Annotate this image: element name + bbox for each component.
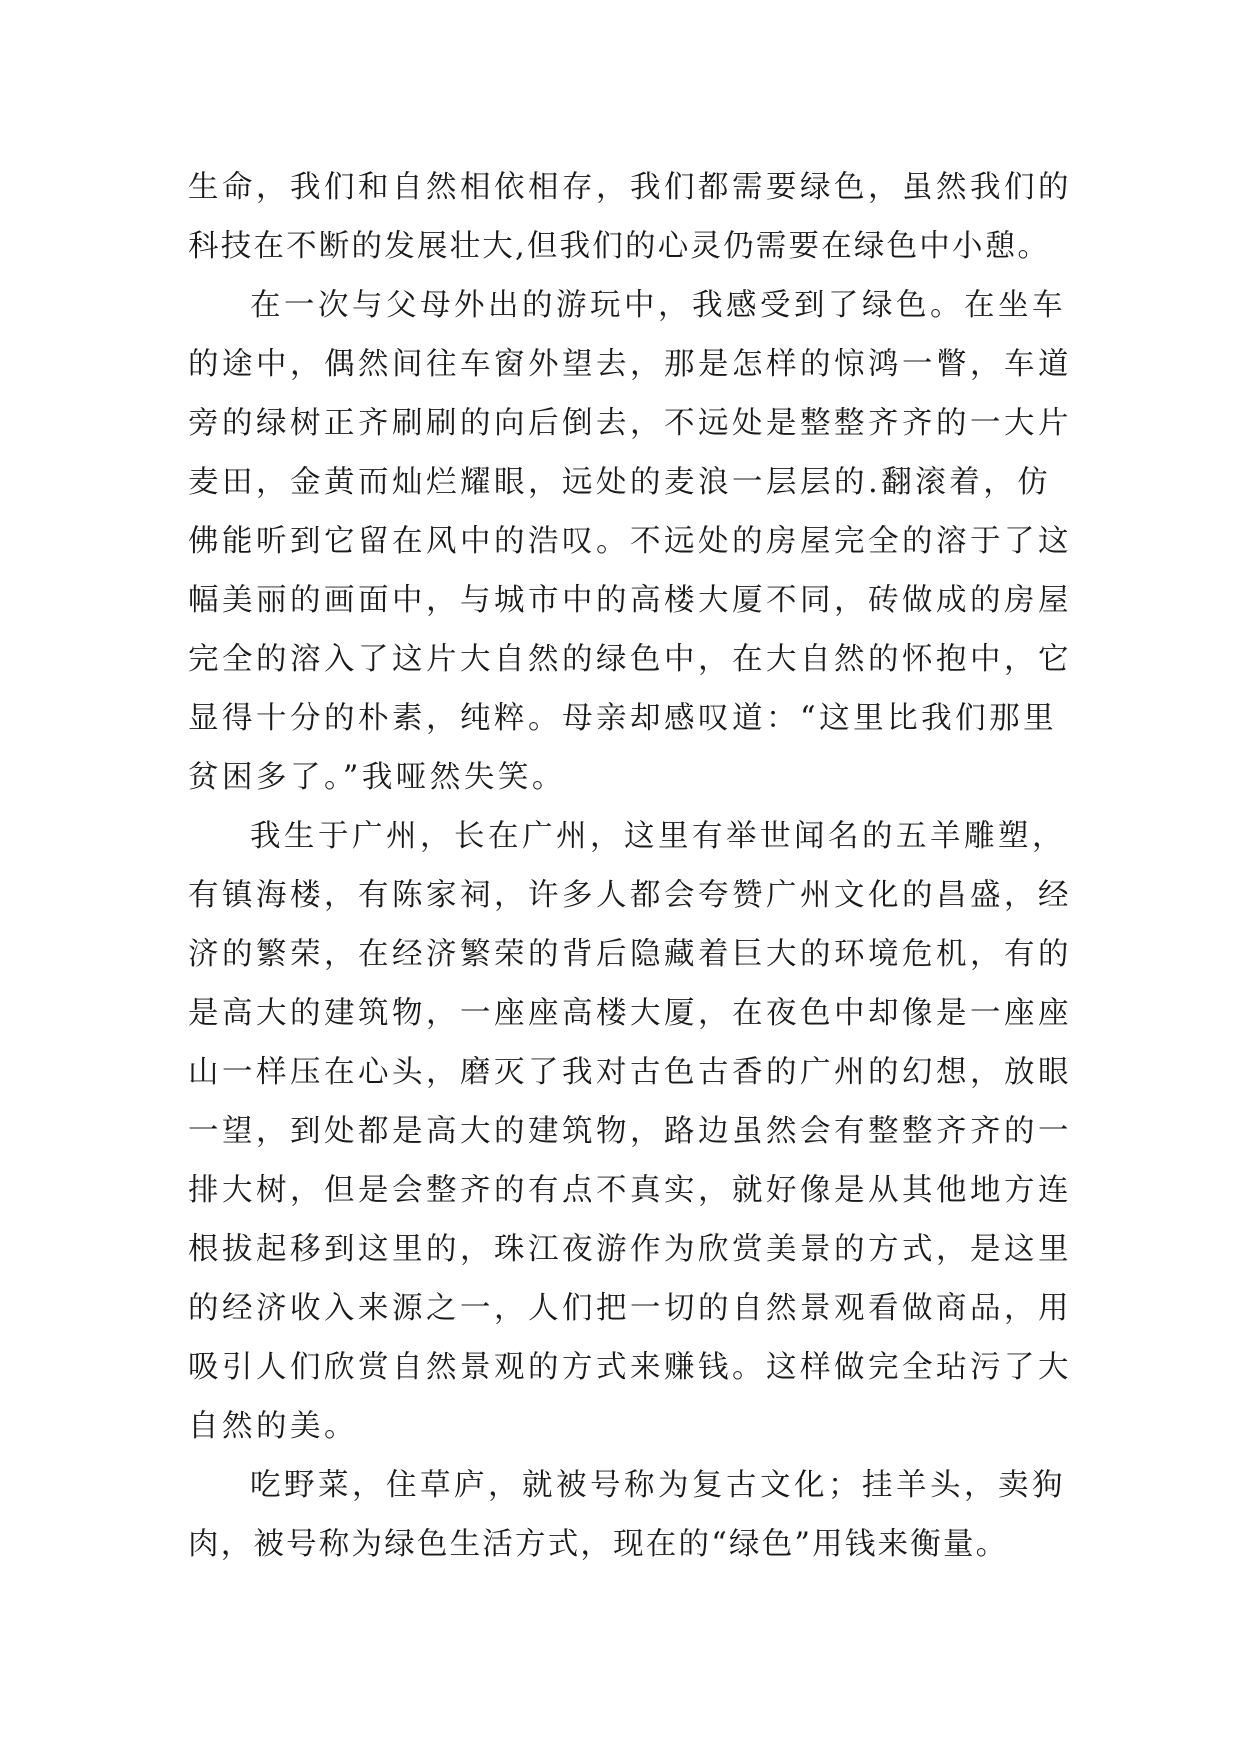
text-line: 济的繁荣，在经济繁荣的背后隐藏着巨大的环境危机，有的 (188, 937, 1072, 972)
text-line: 排大树，但是会整齐的有点不真实，就好像是从其他地方连 (188, 1173, 1072, 1208)
paragraph-start-line: 吃野菜，住草庐，就被号称为复古文化；挂羊头，卖狗 (250, 1468, 1066, 1503)
text-line: 山一样压在心头，磨灭了我对古色古香的广州的幻想，放眼 (188, 1055, 1072, 1090)
text-line: 肉，被号称为绿色生活方式，现在的“绿色”用钱来衡量。 (188, 1527, 1009, 1562)
text-line: 有镇海楼，有陈家祠，许多人都会夸赞广州文化的昌盛，经 (188, 878, 1072, 913)
text-line: 的经济收入来源之一，人们把一切的自然景观看做商品，用 (188, 1291, 1072, 1326)
text-line: 自然的美。 (188, 1409, 358, 1444)
text-line: 贫困多了。”我哑然失笑。 (188, 760, 566, 795)
text-line: 幅美丽的画面中，与城市中的高楼大厦不同，砖做成的房屋 (188, 583, 1072, 618)
text-line: 是高大的建筑物，一座座高楼大厦，在夜色中却像是一座座 (188, 996, 1072, 1031)
text-line: 佛能听到它留在风中的浩叹。不远处的房屋完全的溶于了这 (188, 524, 1072, 559)
text-line: 生命，我们和自然相依相存，我们都需要绿色，虽然我们的 (188, 170, 1072, 205)
text-line: 显得十分的朴素，纯粹。母亲却感叹道：“这里比我们那里 (188, 701, 1058, 736)
text-line: 一望，到处都是高大的建筑物，路边虽然会有整整齐齐的一 (188, 1114, 1072, 1149)
text-line: 完全的溶入了这片大自然的绿色中，在大自然的怀抱中，它 (188, 642, 1072, 677)
text-line: 旁的绿树正齐刷刷的向后倒去，不远处是整整齐齐的一大片 (188, 406, 1072, 441)
text-line: 根拔起移到这里的，珠江夜游作为欣赏美景的方式，是这里 (188, 1232, 1072, 1267)
text-line: 科技在不断的发展壮大,但我们的心灵仍需要在绿色中小憩。 (188, 229, 1051, 264)
text-line: 麦田，金黄而灿烂耀眼，远处的麦浪一层层的.翻滚着，仿 (188, 465, 1052, 500)
text-line: 的途中，偶然间往车窗外望去，那是怎样的惊鸿一瞥，车道 (188, 347, 1072, 382)
text-line: 吸引人们欣赏自然景观的方式来赚钱。这样做完全玷污了大 (188, 1350, 1072, 1385)
paragraph-start-line: 我生于广州，长在广州，这里有举世闻名的五羊雕塑， (250, 819, 1066, 854)
essay-body (188, 158, 1088, 1574)
paragraph-start-line: 在一次与父母外出的游玩中，我感受到了绿色。在坐车 (250, 288, 1066, 323)
